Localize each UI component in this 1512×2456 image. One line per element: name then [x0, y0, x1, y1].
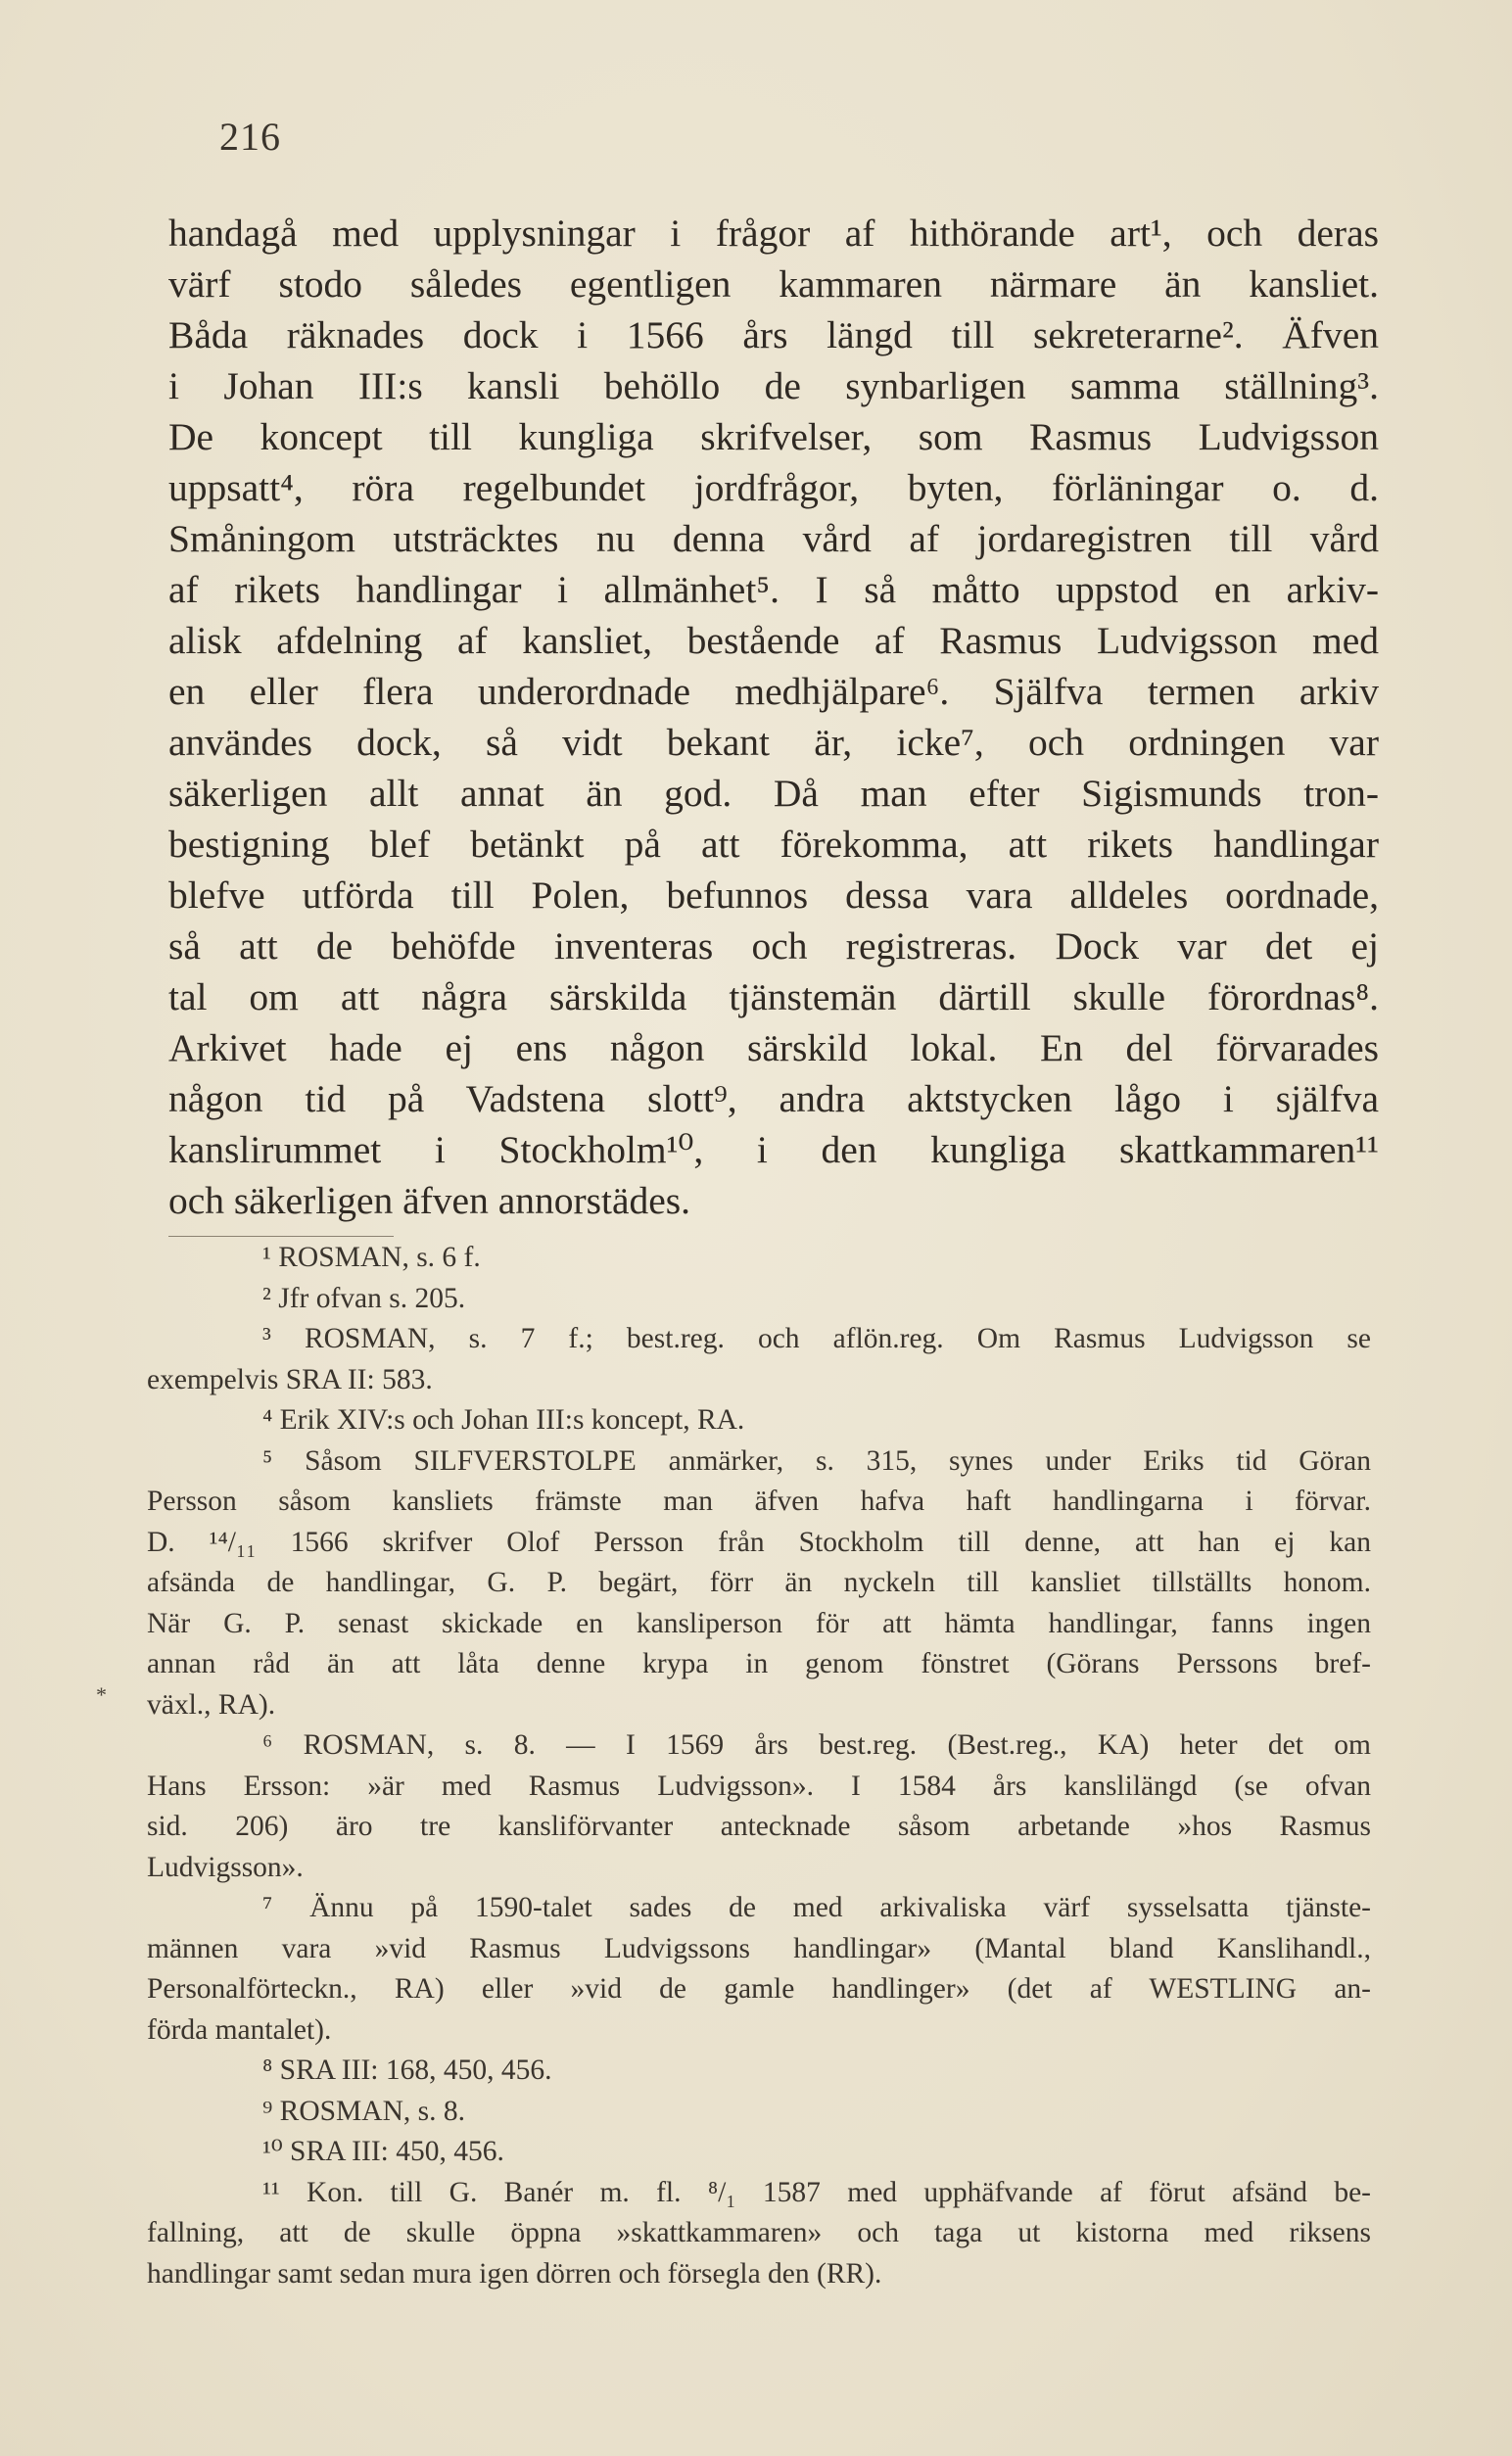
- body-line: så att de behöfde inventeras och registreras. Dock var det ej: [168, 924, 1379, 968]
- footnote-line: När G. P. senast skickade en kansliperson för att hämta handlingar, fanns ingen: [147, 1607, 1371, 1639]
- body-line: och säkerligen äfven annorstädes.: [168, 1179, 691, 1222]
- body-line: värf stodo således egentligen kammaren närmare än kansliet.: [168, 262, 1379, 306]
- body-line: af rikets handlingar i allmänhet⁵. I så måtto uppstod en arkiv-: [168, 568, 1379, 611]
- footnote-line: ² Jfr ofvan s. 205.: [262, 1282, 466, 1314]
- footnote-line: fallning, att de skulle öppna »skattkammaren» och taga ut kistorna med riksens: [147, 2217, 1371, 2248]
- body-line: säkerligen allt annat än god. Då man efter Sigismunds tron-: [168, 772, 1379, 815]
- body-line: någon tid på Vadstena slott⁹, andra aktstycken lågo i själfva: [168, 1077, 1379, 1120]
- body-line: Småningom utsträcktes nu denna vård af jordaregistren till vård: [168, 517, 1379, 560]
- page-number: 216: [219, 115, 281, 159]
- footnote-line: ⁵ Såsom SILFVERSTOLPE anmärker, s. 315, synes under Eriks tid Göran: [262, 1444, 1371, 1477]
- footnote-line: ⁹ ROSMAN, s. 8.: [262, 2095, 465, 2127]
- footnote-line: Hans Ersson: »är med Rasmus Ludvigsson». I 1584 års kanslilängd (se ofvan: [147, 1770, 1371, 1802]
- footnote-line: Ludvigsson».: [147, 1851, 304, 1883]
- footnote-line: ⁸ SRA III: 168, 450, 456.: [262, 2055, 552, 2086]
- footnote-line: ³ ROSMAN, s. 7 f.; best.reg. och aflön.reg. Om Rasmus Ludvigsson se: [262, 1323, 1371, 1354]
- marginal-mark: *: [96, 1682, 107, 1707]
- footnote-line: handlingar samt sedan mura igen dörren och försegla den (RR).: [147, 2257, 882, 2290]
- footnote-line: ¹⁰ SRA III: 450, 456.: [262, 2136, 504, 2167]
- footnote-line: D. ¹⁴/₁₁ 1566 skrifver Olof Persson från Stockholm till denne, att han ej kan: [147, 1526, 1371, 1558]
- footnote-line: exempelvis SRA II: 583.: [147, 1363, 433, 1395]
- footnote-line: ⁴ Erik XIV:s och Johan III:s koncept, RA.: [262, 1404, 745, 1436]
- footnote-line: männen vara »vid Rasmus Ludvigssons handlingar» (Mantal bland Kanslihandl.,: [147, 1932, 1371, 1964]
- footnote-line: förda mantalet).: [147, 2013, 332, 2046]
- body-line: i Johan III:s kansli behöllo de synbarligen samma ställning³.: [168, 364, 1379, 407]
- body-line: alisk afdelning af kansliet, bestående af Rasmus Ludvigsson med: [168, 619, 1379, 662]
- footnote-line: annan råd än att låta denne krypa in genom fönstret (Görans Perssons bref-: [147, 1648, 1371, 1679]
- body-line: bestigning blef betänkt på att förekomma, att rikets handlingar: [168, 823, 1379, 866]
- footnote-line: växl., RA).: [147, 1688, 276, 1721]
- footnote-separator: [168, 1236, 394, 1237]
- body-line: tal om att några särskilda tjänstemän därtill skulle förordnas⁸.: [168, 975, 1379, 1018]
- footnotes: [147, 1238, 1371, 2294]
- body-text: [168, 208, 1379, 1226]
- footnote-line: Personalförteckn., RA) eller »vid de gamle handlinger» (det af WESTLING an-: [147, 1973, 1371, 2005]
- body-line: Båda räknades dock i 1566 års längd till sekreterarne². Äfven: [168, 313, 1379, 356]
- footnote-line: ¹¹ Kon. till G. Banér m. fl. ⁸/₁ 1587 med upphäfvande af förut afsänd be-: [262, 2176, 1371, 2208]
- body-line: De koncept till kungliga skrifvelser, som Rasmus Ludvigsson: [168, 415, 1379, 458]
- body-line: Arkivet hade ej ens någon särskild lokal. En del förvarades: [168, 1026, 1379, 1069]
- body-line: användes dock, så vidt bekant är, icke⁷, och ordningen var: [168, 721, 1379, 764]
- body-line: kanslirummet i Stockholm¹⁰, i den kungliga skattkammaren¹¹: [168, 1128, 1379, 1171]
- footnote-line: ⁷ Ännu på 1590-talet sades de med arkivaliska värf sysselsatta tjänste-: [262, 1892, 1371, 1923]
- footnote-line: ¹ ROSMAN, s. 6 f.: [262, 1242, 481, 1273]
- body-line: en eller flera underordnade medhjälpare⁶. Själfva termen arkiv: [168, 670, 1379, 713]
- body-line: handagå med upplysningar i frågor af hithörande art¹, och deras: [168, 212, 1379, 255]
- footnote-line: afsända de handlingar, G. P. begärt, förr än nyckeln till kansliet tillställts honom.: [147, 1567, 1371, 1598]
- body-line: uppsatt⁴, röra regelbundet jordfrågor, byten, förläningar o. d.: [168, 466, 1379, 509]
- footnote-line: ⁶ ROSMAN, s. 8. — I 1569 års best.reg. (Best.reg., KA) heter det om: [262, 1729, 1371, 1761]
- footnote-line: sid. 206) äro tre kansliförvanter antecknade såsom arbetande »hos Rasmus: [147, 1811, 1371, 1842]
- footnote-line: Persson såsom kansliets främste man äfven hafva haft handlingarna i förvar.: [147, 1486, 1371, 1517]
- body-line: blefve utförda till Polen, befunnos dessa vara alldeles oordnade,: [168, 874, 1379, 917]
